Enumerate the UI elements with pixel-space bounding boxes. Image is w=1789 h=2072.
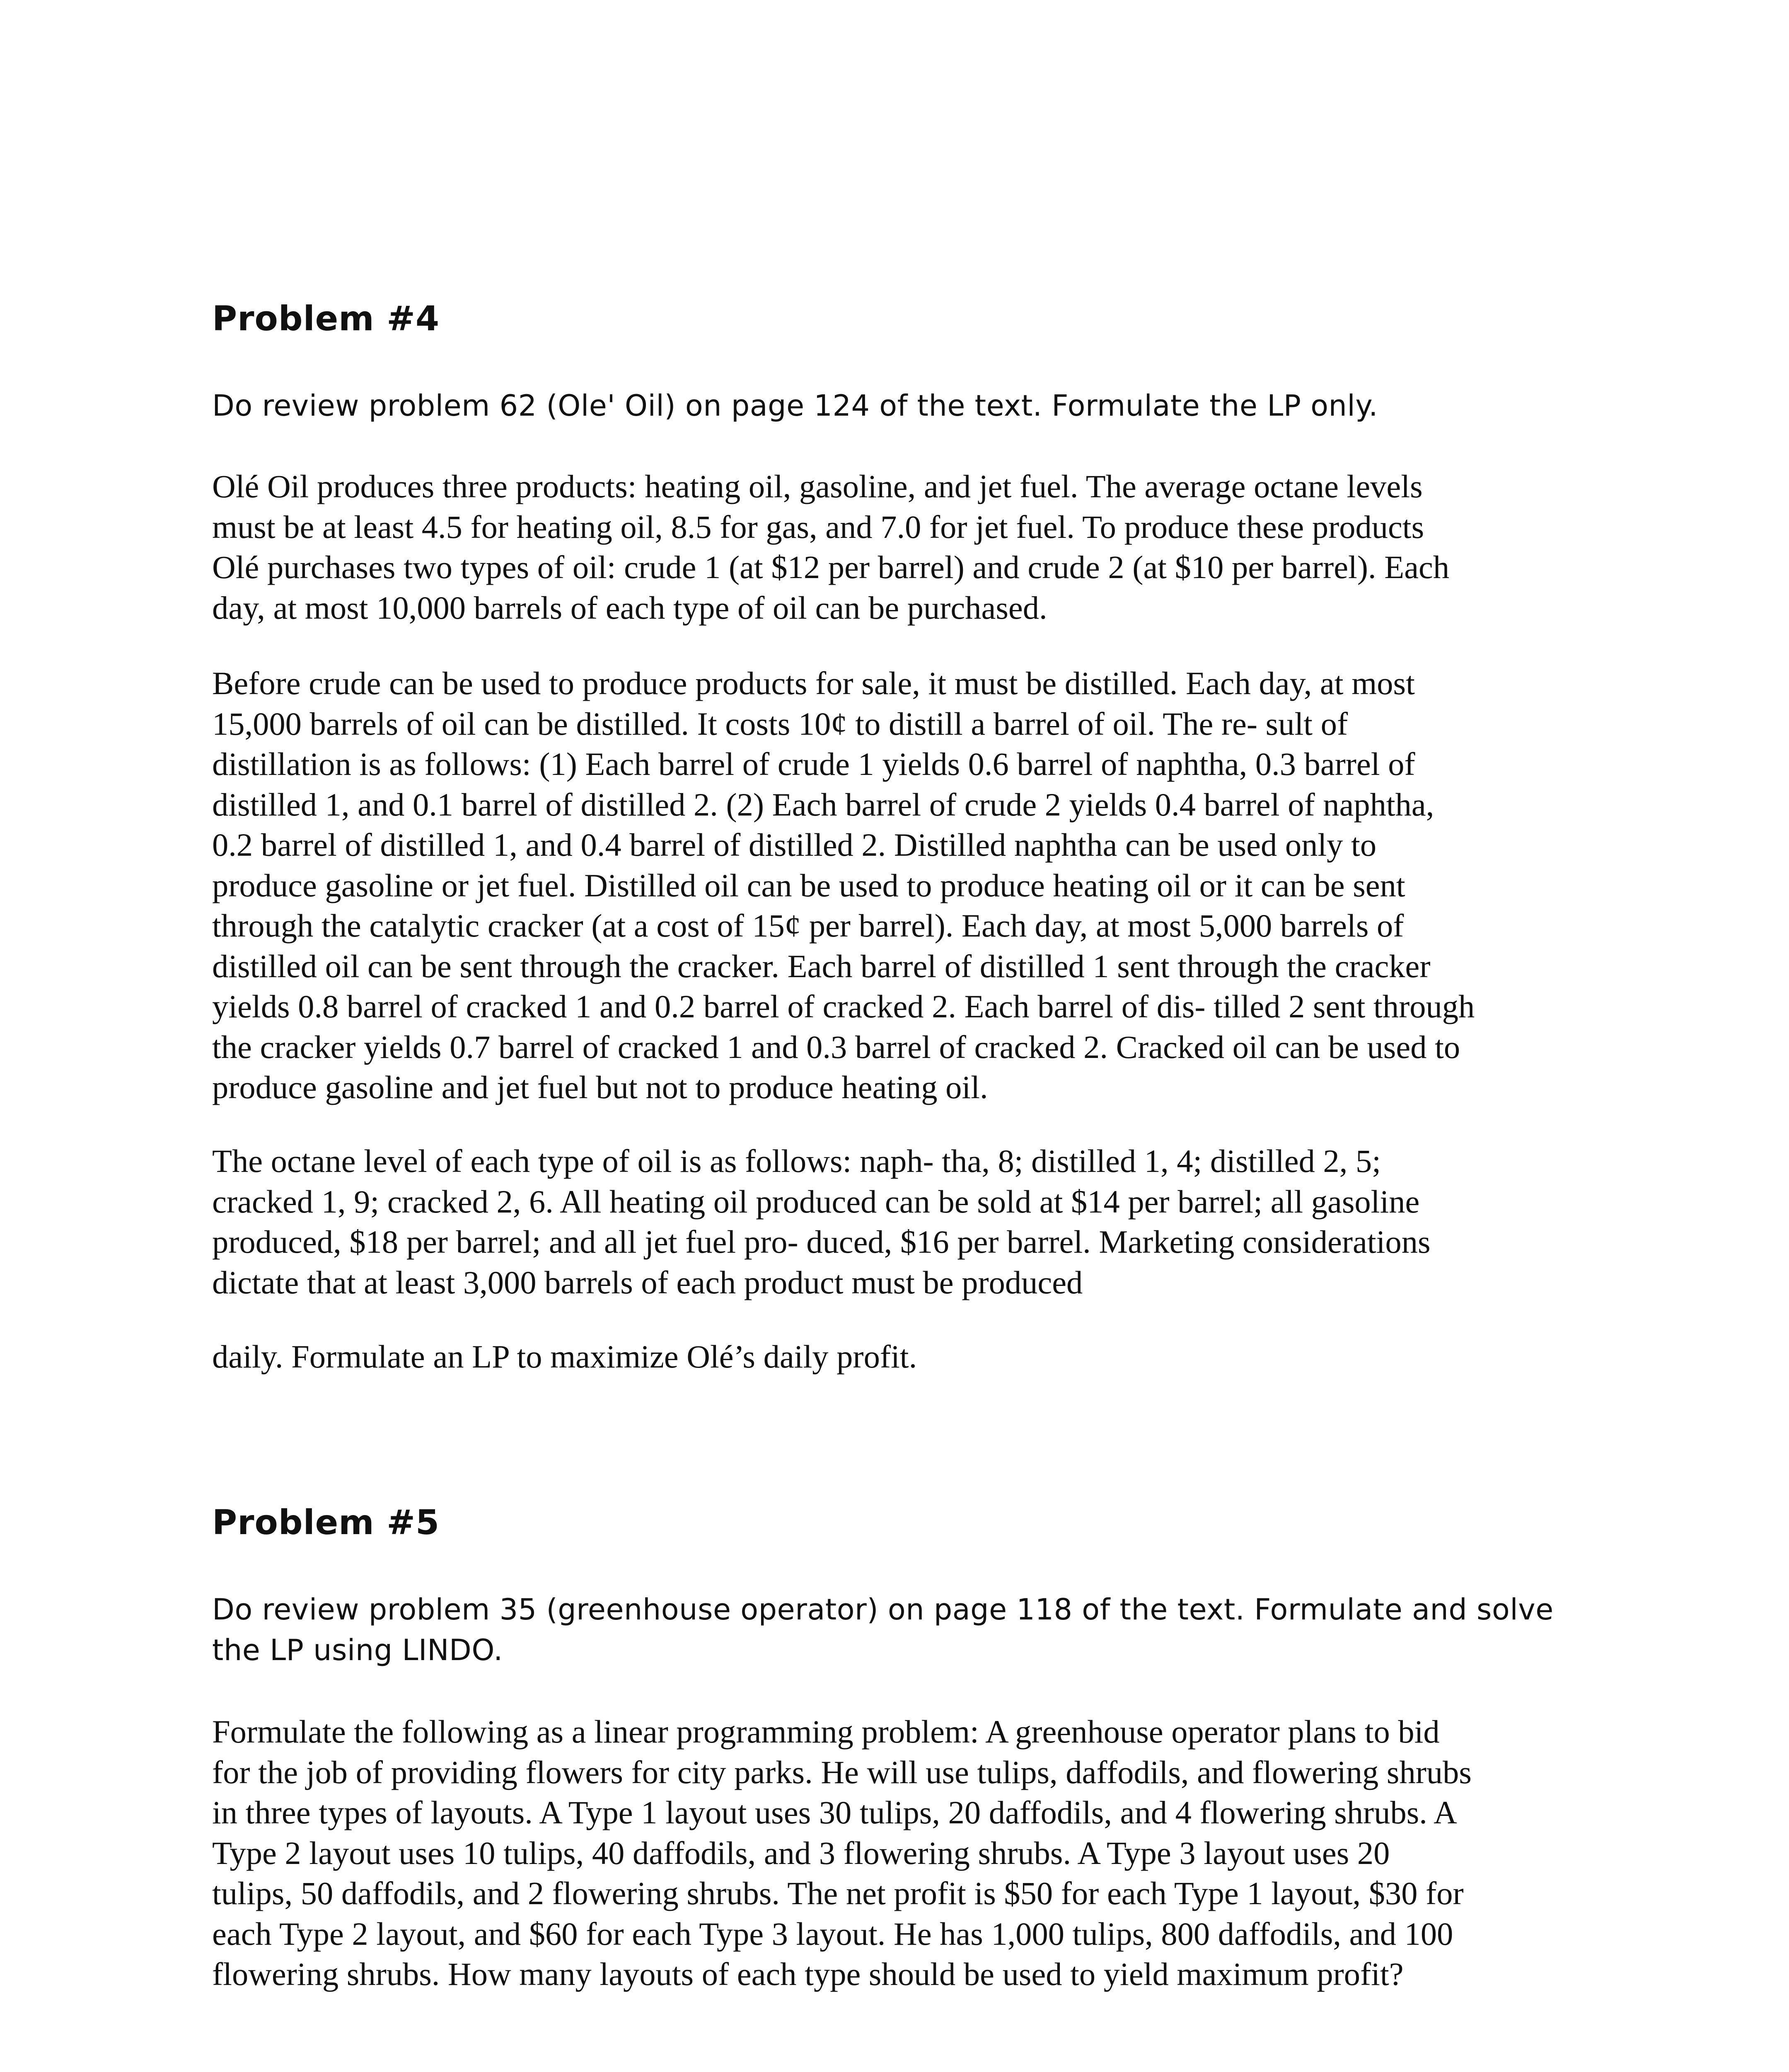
text-line: yields 0.8 barrel of cracked 1 and 0.2 barrel of cracked 2. Each barrel of dis- tilled 2 sent through [212,988,1475,1024]
problem-5-instruction [212,1589,1554,1670]
problem-4-paragraph-2 [212,663,1475,1108]
text-line: produced, $18 per barrel; and all jet fuel pro- duced, $16 per barrel. Marketing considerations [212,1224,1431,1260]
text-line: flowering shrubs. How many layouts of each type should be used to yield maximum profit? [212,1956,1404,1992]
text-line: cracked 1, 9; cracked 2, 6. All heating oil produced can be sold at $14 per barrel; all gasoline [212,1183,1420,1220]
problem-5-paragraph-1 [212,1711,1472,1995]
text-line: in three types of layouts. A Type 1 layout uses 30 tulips, 20 daffodils, and 4 flowering shrubs. A [212,1794,1457,1830]
text-line: through the catalytic cracker (at a cost of 15¢ per barrel). Each day, at most 5,000 barrels of [212,908,1404,944]
text-line: each Type 2 layout, and $60 for each Type 3 layout. He has 1,000 tulips, 800 daffodils, and 100 [212,1915,1453,1952]
text-line: must be at least 4.5 for heating oil, 8.5 for gas, and 7.0 for jet fuel. To produce these products [212,508,1424,545]
problem-4-instruction [212,385,1378,426]
problem-4-paragraph-4 [212,1336,917,1377]
text-line: tulips, 50 daffodils, and 2 flowering shrubs. The net profit is $50 for each Type 1 layout, $30 for [212,1875,1464,1911]
text-line: The octane level of each type of oil is as follows: naph- tha, 8; distilled 1, 4; distilled 2, 5; [212,1143,1381,1179]
text-line: distilled oil can be sent through the cracker. Each barrel of distilled 1 sent through the cracker [212,948,1431,984]
text-line: Before crude can be used to produce products for sale, it must be distilled. Each day, at most [212,665,1415,701]
text-line: daily. Formulate an LP to maximize Olé’s daily profit. [212,1339,917,1375]
text-line: the cracker yields 0.7 barrel of cracked 1 and 0.3 barrel of cracked 2. Cracked oil can be used to [212,1029,1460,1065]
text-line: distilled 1, and 0.1 barrel of distilled 2. (2) Each barrel of crude 2 yields 0.4 barrel of naphtha, [212,786,1434,823]
instruction-line: Do review problem 62 (Ole' Oil) on page 124 of the text. Formulate the LP only. [212,389,1378,423]
instruction-line: Do review problem 35 (greenhouse operator) on page 118 of the text. Formulate and solve [212,1593,1554,1627]
text-line: Formulate the following as a linear programming problem: A greenhouse operator plans to bid [212,1714,1440,1750]
problem-4-paragraph-3 [212,1141,1431,1302]
text-line: Olé Oil produces three products: heating oil, gasoline, and jet fuel. The average octane levels [212,468,1423,504]
text-line: 0.2 barrel of distilled 1, and 0.4 barrel of distilled 2. Distilled naphtha can be used only to [212,827,1377,863]
text-line: produce gasoline or jet fuel. Distilled oil can be used to produce heating oil or it can be sent [212,867,1405,903]
text-line: Olé purchases two types of oil: crude 1 (at $12 per barrel) and crude 2 (at $10 per barrel). Each [212,549,1450,585]
text-line: 15,000 barrels of oil can be distilled. It costs 10¢ to distill a barrel of oil. The re- sult of [212,705,1348,742]
text-line: distillation is as follows: (1) Each barrel of crude 1 yields 0.6 barrel of naphtha, 0.3 barrel of [212,746,1415,782]
instruction-line: the LP using LINDO. [212,1633,503,1667]
problem-4-heading: Problem #4 [212,299,440,339]
problem-5-heading: Problem #5 [212,1503,440,1542]
text-line: dictate that at least 3,000 barrels of each product must be produced [212,1264,1083,1300]
text-line: day, at most 10,000 barrels of each type of oil can be purchased. [212,589,1047,626]
text-line: produce gasoline and jet fuel but not to produce heating oil. [212,1069,988,1105]
text-line: Type 2 layout uses 10 tulips, 40 daffodils, and 3 flowering shrubs. A Type 3 layout uses 20 [212,1835,1390,1871]
problem-4-paragraph-1 [212,466,1449,628]
text-line: for the job of providing flowers for city parks. He will use tulips, daffodils, and flowering shrubs [212,1754,1472,1790]
